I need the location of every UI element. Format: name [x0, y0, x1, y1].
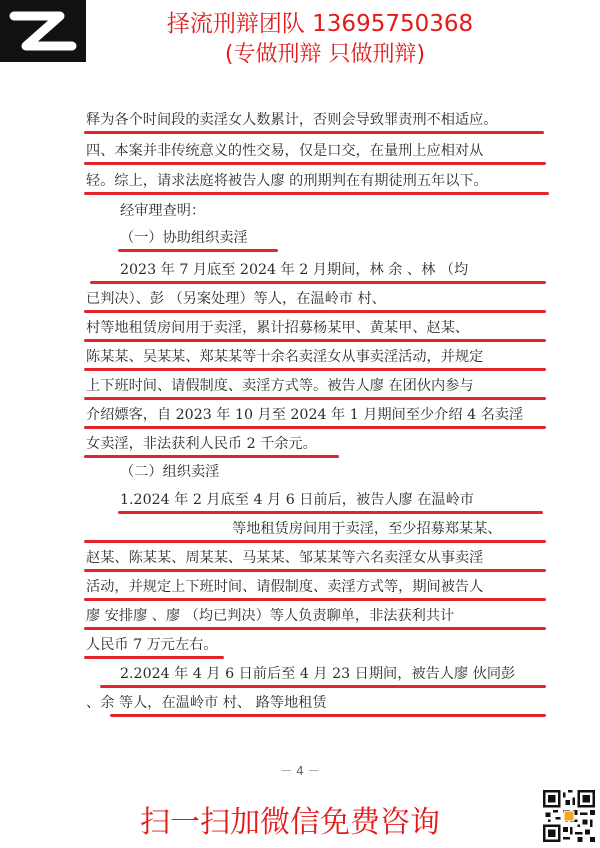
qr-code-icon[interactable]	[543, 790, 595, 842]
underline	[84, 162, 546, 165]
underline	[84, 540, 546, 543]
body-line: 上下班时间、请假制度、卖淫方式等。被告人廖 在团伙内参与	[86, 378, 474, 394]
underline	[84, 131, 544, 134]
body-line: 2023 年 7 月底至 2024 年 2 月期间，林 余 、林 （均	[120, 262, 469, 278]
underline	[118, 511, 543, 514]
body-line: 女卖淫，非法获利人民币 2 千余元。	[86, 436, 317, 452]
body-line: 活动，并规定上下班时间、请假制度、卖淫方式等，期间被告人	[86, 579, 484, 595]
header-title: 择流刑辩团队 13695750368	[166, 11, 474, 37]
footer-cta: 扫一扫加微信免费咨询	[140, 805, 440, 840]
underline	[100, 685, 546, 688]
body-line: 廖 安排廖 、廖 （均已判决）等人负责聊单，非法获利共计	[86, 608, 455, 624]
underline	[84, 397, 546, 400]
underline	[84, 339, 546, 342]
body-line: 陈某某、吴某某、郑某某等十余名卖淫女从事卖淫活动，并规定	[86, 349, 484, 365]
body-line: 1.2024 年 2 月底至 4 月 6 日前后，被告人廖 在温岭市	[120, 492, 474, 508]
underline	[84, 627, 546, 630]
body-line: 2.2024 年 4 月 6 日前后至 4 月 23 日期间，被告人廖 伙同彭	[120, 666, 516, 682]
body-line: 已判决）、彭 （另案处理）等人，在温岭市 村、	[86, 291, 386, 307]
body-line: 释为各个时间段的卖淫女人数累计，否则会导致罪责刑不相适应。	[86, 112, 498, 128]
body-line: 等地租赁房间用于卖淫，至少招募郑某某、	[232, 521, 502, 537]
underline	[84, 569, 546, 572]
body-line: 轻。综上，请求法庭将被告人廖 的刑期判在有期徒刑五年以下。	[86, 173, 488, 189]
body-line: 经审理查明：	[120, 203, 206, 219]
header-subtitle: (专做刑辩 只做刑辩)	[224, 42, 426, 67]
underline	[84, 426, 546, 429]
body-line: 村等地租赁房间用于卖淫，累计招募杨某甲、黄某甲、赵某、	[86, 320, 470, 336]
underline	[84, 368, 546, 371]
underline	[84, 455, 339, 458]
section-heading: （二）组织卖淫	[120, 464, 220, 480]
underline	[110, 714, 546, 717]
underline	[84, 598, 546, 601]
page-number: － 4 －	[280, 764, 320, 778]
underline	[118, 249, 278, 252]
body-line: 介绍嫖客，自 2023 年 10 月至 2024 年 1 月期间至少介绍 4 名卖淫	[86, 407, 524, 423]
underline	[84, 656, 224, 659]
section-heading: （一）协助组织卖淫	[120, 230, 248, 246]
underline	[84, 192, 549, 195]
underline	[90, 281, 546, 284]
body-line: 四、本案并非传统意义的性交易，仅是口交，在量刑上应相对从	[86, 143, 484, 159]
body-line: 、余 等人，在温岭市 村、 路等地租赁	[86, 695, 327, 711]
body-line: 赵某、陈某某、周某某、马某某、邹某某等六名卖淫女从事卖淫	[86, 550, 484, 566]
underline	[84, 310, 546, 313]
body-line: 人民币 7 万元左右。	[86, 637, 218, 653]
